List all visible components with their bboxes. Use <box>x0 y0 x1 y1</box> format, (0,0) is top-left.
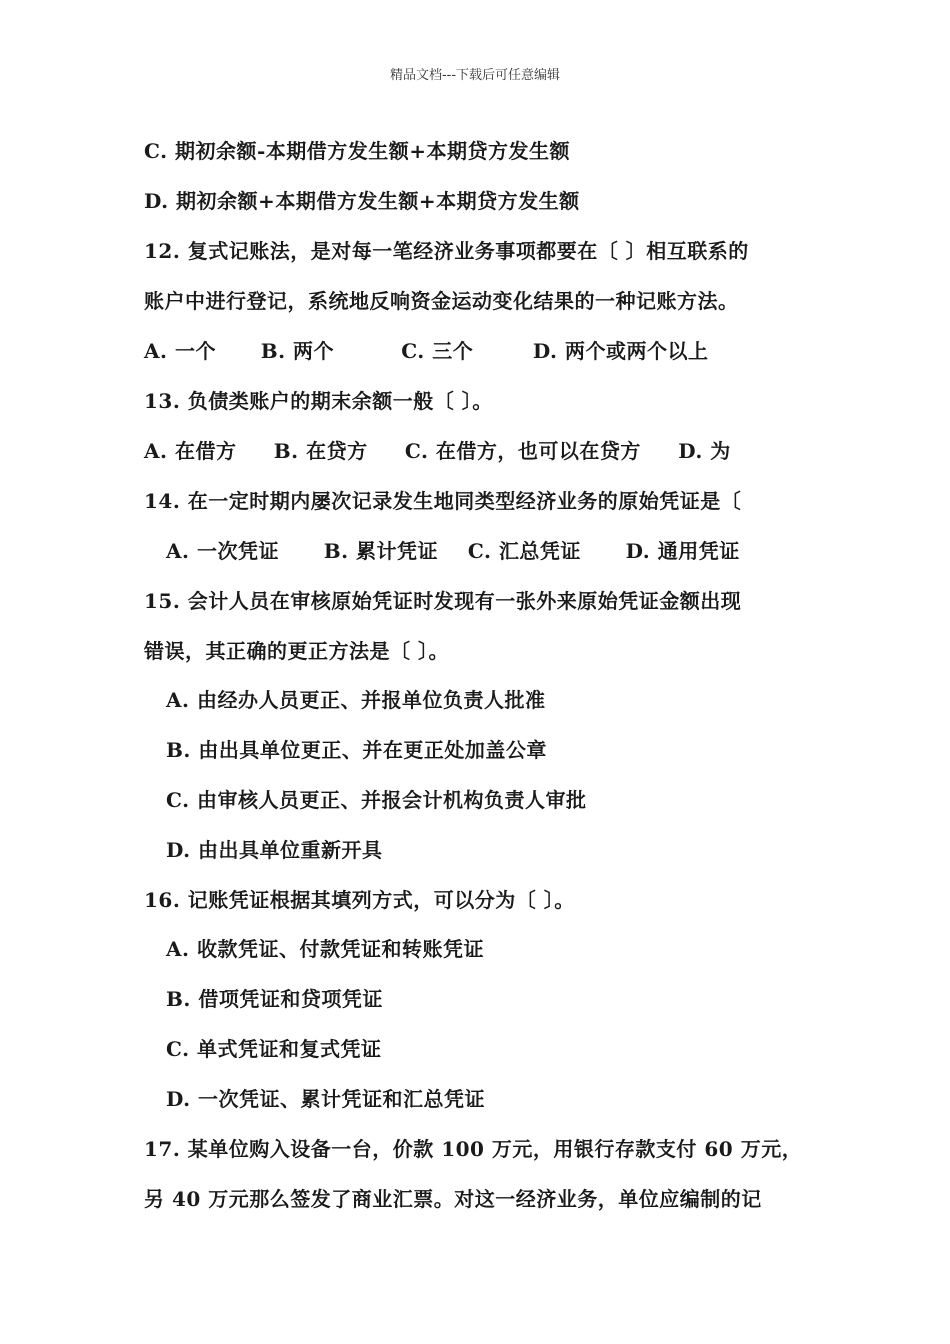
option-line: A. 在借方 B. 在贷方 C. 在借方，也可以在贷方 D. 为 <box>144 439 731 463</box>
question-line: 16. 记账凭证根据其填列方式，可以分为〔 〕。 <box>144 888 575 912</box>
option-line: A. 一个 B. 两个 C. 三个 D. 两个或两个以上 <box>144 339 709 363</box>
option-line: D. 一次凭证、累计凭证和汇总凭证 <box>166 1087 486 1111</box>
option-line: A. 一次凭证 B. 累计凭证 C. 汇总凭证 D. 通用凭证 <box>166 539 740 563</box>
question-line: 13. 负债类账户的期末余额一般〔 〕。 <box>144 389 493 413</box>
option-line: B. 借项凭证和贷项凭证 <box>166 987 383 1011</box>
question-line: 14. 在一定时期内屡次记录发生地同类型经济业务的原始凭证是〔 <box>144 489 742 513</box>
question-line: 17. 某单位购入设备一台，价款 100 万元，用银行存款支付 60 万元， <box>144 1137 803 1161</box>
option-line: C. 单式凭证和复式凭证 <box>166 1037 382 1061</box>
option-line: C. 期初余额-本期借方发生额+本期贷方发生额 <box>144 139 571 163</box>
option-line: A. 由经办人员更正、并报单位负责人批准 <box>166 688 546 712</box>
option-line: C. 由审核人员更正、并报会计机构负责人审批 <box>166 788 587 812</box>
page-header: 精品文档---下载后可任意编辑 <box>389 68 561 83</box>
option-line: D. 期初余额+本期借方发生额+本期贷方发生额 <box>144 189 580 213</box>
option-line: D. 由出具单位重新开具 <box>166 838 383 862</box>
question-line: 账户中进行登记，系统地反响资金运动变化结果的一种记账方法。 <box>144 289 739 313</box>
question-line: 15. 会计人员在审核原始凭证时发现有一张外来原始凭证金额出现 <box>144 589 742 613</box>
question-line: 错误，其正确的更正方法是〔 〕。 <box>144 639 449 663</box>
option-line: A. 收款凭证、付款凭证和转账凭证 <box>166 937 484 961</box>
question-line: 12. 复式记账法，是对每一笔经济业务事项都要在〔 〕相互联系的 <box>144 239 749 263</box>
question-line: 另 40 万元那么签发了商业汇票。对这一经济业务，单位应编制的记 <box>144 1187 762 1211</box>
option-line: B. 由出具单位更正、并在更正处加盖公章 <box>166 738 547 762</box>
